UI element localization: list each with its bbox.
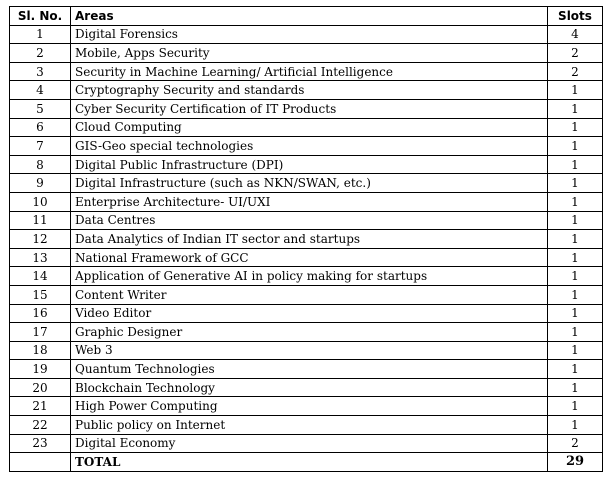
- area-cell: Mobile, Apps Security: [71, 44, 548, 63]
- serial-number-cell: 9: [10, 174, 71, 193]
- table-row: [10, 230, 603, 249]
- slots-cell: 1: [548, 304, 603, 323]
- area-cell: Content Writer: [71, 285, 548, 304]
- serial-number-cell: 11: [10, 211, 71, 230]
- area-cell: Cryptography Security and standards: [71, 81, 548, 100]
- slots-cell: 1: [548, 360, 603, 379]
- serial-number-cell: 13: [10, 248, 71, 267]
- slots-cell: 4: [548, 25, 603, 44]
- table-row: [10, 192, 603, 211]
- table-row: [10, 62, 603, 81]
- slots-cell: 1: [548, 211, 603, 230]
- area-cell: Blockchain Technology: [71, 378, 548, 397]
- area-cell: Public policy on Internet: [71, 416, 548, 435]
- area-cell: Digital Economy: [71, 434, 548, 453]
- table-row: [10, 81, 603, 100]
- slots-cell: 1: [548, 378, 603, 397]
- table-header-row: [10, 7, 603, 26]
- total-label: TOTAL: [71, 453, 548, 472]
- serial-number-cell: 8: [10, 155, 71, 174]
- serial-number-cell: 12: [10, 230, 71, 249]
- slots-cell: 1: [548, 155, 603, 174]
- table-row: [10, 285, 603, 304]
- serial-number-cell: 21: [10, 397, 71, 416]
- table-row: [10, 248, 603, 267]
- area-cell: Security in Machine Learning/ Artificial Intelligence: [71, 62, 548, 81]
- serial-number-cell: 1: [10, 25, 71, 44]
- table-row: [10, 99, 603, 118]
- serial-number-cell: 17: [10, 323, 71, 342]
- serial-number-cell: 15: [10, 285, 71, 304]
- slots-cell: 1: [548, 118, 603, 137]
- slots-cell: 2: [548, 44, 603, 63]
- table-row: [10, 118, 603, 137]
- total-slots: 29: [548, 453, 603, 472]
- slots-cell: 1: [548, 323, 603, 342]
- serial-number-cell: 14: [10, 267, 71, 286]
- table-row: [10, 341, 603, 360]
- slots-cell: 1: [548, 81, 603, 100]
- header-areas: Areas: [71, 7, 548, 26]
- table-row: [10, 378, 603, 397]
- slots-cell: 2: [548, 62, 603, 81]
- serial-number-cell: 7: [10, 137, 71, 156]
- slots-cell: 1: [548, 99, 603, 118]
- total-serial-cell: [10, 453, 71, 472]
- area-cell: Data Centres: [71, 211, 548, 230]
- area-cell: National Framework of GCC: [71, 248, 548, 267]
- slots-cell: 1: [548, 192, 603, 211]
- slots-cell: 1: [548, 341, 603, 360]
- area-cell: GIS-Geo special technologies: [71, 137, 548, 156]
- serial-number-cell: 18: [10, 341, 71, 360]
- serial-number-cell: 6: [10, 118, 71, 137]
- area-cell: Video Editor: [71, 304, 548, 323]
- area-cell: Web 3: [71, 341, 548, 360]
- table-row: [10, 397, 603, 416]
- table-row: [10, 416, 603, 435]
- slots-table: [9, 6, 603, 472]
- serial-number-cell: 5: [10, 99, 71, 118]
- table-row: [10, 304, 603, 323]
- area-cell: Quantum Technologies: [71, 360, 548, 379]
- serial-number-cell: 20: [10, 378, 71, 397]
- serial-number-cell: 4: [10, 81, 71, 100]
- slots-cell: 1: [548, 416, 603, 435]
- slots-cell: 1: [548, 137, 603, 156]
- slots-cell: 1: [548, 174, 603, 193]
- slots-cell: 1: [548, 267, 603, 286]
- area-cell: Application of Generative AI in policy making for startups: [71, 267, 548, 286]
- serial-number-cell: 23: [10, 434, 71, 453]
- area-cell: Cyber Security Certification of IT Products: [71, 99, 548, 118]
- slots-cell: 1: [548, 248, 603, 267]
- slots-cell: 1: [548, 397, 603, 416]
- table-row: [10, 360, 603, 379]
- total-row: [10, 453, 603, 472]
- area-cell: Digital Infrastructure (such as NKN/SWAN, etc.): [71, 174, 548, 193]
- area-cell: Data Analytics of Indian IT sector and startups: [71, 230, 548, 249]
- serial-number-cell: 16: [10, 304, 71, 323]
- serial-number-cell: 3: [10, 62, 71, 81]
- serial-number-cell: 10: [10, 192, 71, 211]
- area-cell: High Power Computing: [71, 397, 548, 416]
- serial-number-cell: 2: [10, 44, 71, 63]
- area-cell: Digital Forensics: [71, 25, 548, 44]
- slots-cell: 2: [548, 434, 603, 453]
- serial-number-cell: 19: [10, 360, 71, 379]
- table-body: [10, 25, 603, 453]
- area-cell: Graphic Designer: [71, 323, 548, 342]
- table-row: [10, 137, 603, 156]
- table-row: [10, 174, 603, 193]
- table-row: [10, 211, 603, 230]
- table-row: [10, 155, 603, 174]
- table-row: [10, 434, 603, 453]
- area-cell: Cloud Computing: [71, 118, 548, 137]
- slots-cell: 1: [548, 230, 603, 249]
- area-cell: Enterprise Architecture- UI/UXI: [71, 192, 548, 211]
- slots-cell: 1: [548, 285, 603, 304]
- table-row: [10, 25, 603, 44]
- serial-number-cell: 22: [10, 416, 71, 435]
- table-row: [10, 323, 603, 342]
- header-serial-number: Sl. No.: [10, 7, 71, 26]
- table-row: [10, 44, 603, 63]
- table-row: [10, 267, 603, 286]
- area-cell: Digital Public Infrastructure (DPI): [71, 155, 548, 174]
- header-slots: Slots: [548, 7, 603, 26]
